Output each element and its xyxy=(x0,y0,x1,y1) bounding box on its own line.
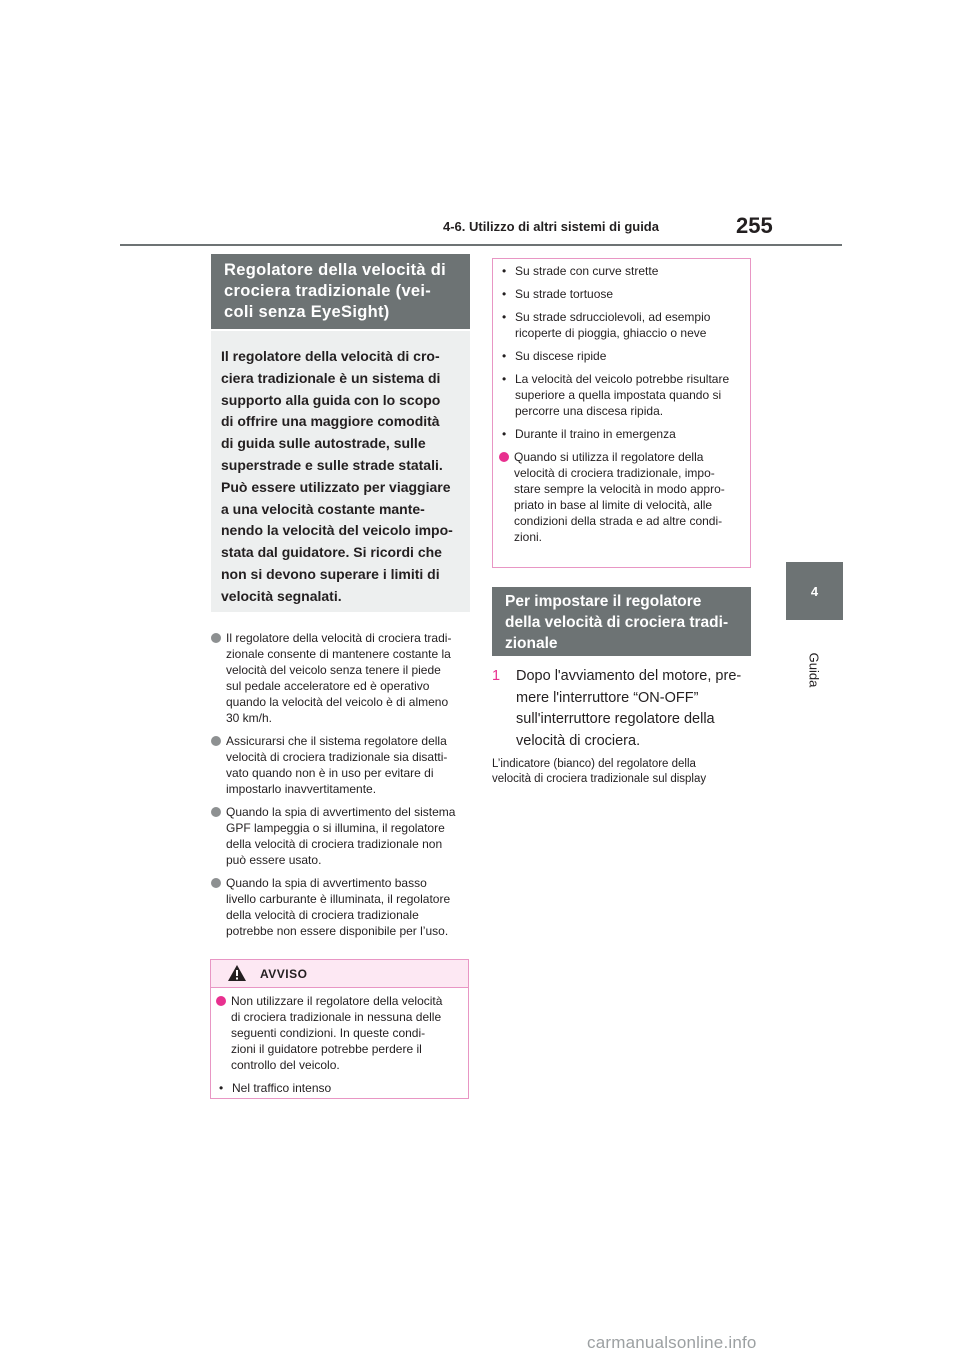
info-bullet-list xyxy=(211,630,473,946)
list-item-line: vato quando non è in uso per evitare di xyxy=(226,766,434,780)
intro-line: ciera tradizionale è un sistema di xyxy=(221,369,441,386)
list-item-line: 30 km/h. xyxy=(226,711,273,725)
intro-line: di guida sulle autostrade, sulle xyxy=(221,435,426,452)
list-item-line: sul pedale acceleratore ed è operativo xyxy=(226,679,430,693)
list-item-line: della velocità di crociera tradizionale xyxy=(226,908,419,922)
list-item-line: Quando la spia di avvertimento basso xyxy=(226,876,427,890)
list-item xyxy=(211,875,473,939)
list-item-line: zionale consente di mantenere costante la xyxy=(226,647,451,661)
heading-line: della velocità di crociera tradi- xyxy=(505,614,729,631)
list-item-line: della velocità di crociera tradizionale non xyxy=(226,837,443,851)
heading-line: coli senza EyeSight) xyxy=(224,303,390,321)
bullet-dot-icon xyxy=(499,452,509,462)
section-heading-set-cruise xyxy=(492,587,751,656)
list-item xyxy=(499,263,750,279)
list-item-line: controllo del veicolo. xyxy=(231,1058,340,1072)
list-item-line: Assicurarsi che il sistema regolatore della xyxy=(226,734,447,748)
step-number: 1 xyxy=(492,668,501,684)
step-line: Dopo l'avviamento del motore, pre- xyxy=(516,668,742,684)
heading-line: crociera tradizionale (vei- xyxy=(224,282,432,300)
bullet-mark: • xyxy=(219,1081,224,1095)
list-item-line: Durante il traino in emergenza xyxy=(515,427,676,441)
list-item-line: Quando la spia di avvertimento del sistema xyxy=(226,805,456,819)
list-item-line: Su discese ripide xyxy=(515,349,607,363)
list-item-line: priato in base al limite di velocità, alle xyxy=(514,498,713,512)
intro-line: Può essere utilizzato per viaggiare xyxy=(221,478,451,495)
list-item-line: percorre una discesa ripida. xyxy=(515,404,664,418)
list-item-line: velocità di crociera tradizionale sia disatti- xyxy=(226,750,448,764)
list-item-line: stare sempre la velocità in modo appro- xyxy=(514,482,725,496)
list-item-line: velocità del veicolo senza tenere il piede xyxy=(226,663,441,677)
list-item-line: velocità di crociera tradizionale, impo- xyxy=(514,466,715,480)
intro-line: nendo la velocità del veicolo impo- xyxy=(221,522,453,539)
list-item-line: GPF lampeggia o si illumina, il regolatore xyxy=(226,821,445,835)
list-item-line: seguenti condizioni. In queste condi- xyxy=(231,1026,426,1040)
bullet-dot-icon xyxy=(211,807,221,817)
intro-line: supporto alla guida con lo scopo xyxy=(221,391,441,408)
intro-line: di offrire una maggiore comodità xyxy=(221,413,440,430)
list-item-line: La velocità del veicolo potrebbe risultare xyxy=(515,372,730,386)
chapter-label-text: Guida xyxy=(806,652,822,688)
section-heading-cruise-control xyxy=(211,254,470,329)
bullet-dot-icon xyxy=(211,633,221,643)
chapter-label xyxy=(780,650,848,690)
warning-continuation-box xyxy=(492,258,751,568)
list-item xyxy=(499,371,750,419)
intro-line: velocità segnalati. xyxy=(221,587,342,604)
intro-box xyxy=(211,331,470,612)
step-caption xyxy=(492,757,752,787)
list-item-line: Quando si utilizza il regolatore della xyxy=(514,450,704,464)
warning-title: AVVISO xyxy=(260,967,308,981)
intro-line: stata dal guidatore. Si ricordi che xyxy=(221,544,442,561)
site-watermark: carmanualsonline.info xyxy=(587,1333,757,1352)
page-number: 255 xyxy=(736,213,773,238)
heading-line: Regolatore della velocità di xyxy=(224,261,447,279)
list-item xyxy=(211,804,473,868)
step-line: mere l'interruttore “ON-OFF” xyxy=(516,689,699,706)
list-item-line: Su strade con curve strette xyxy=(515,264,659,278)
list-item-line: zioni il guidatore potrebbe perdere il xyxy=(231,1042,422,1056)
intro-line: a una velocità costante mante- xyxy=(221,500,425,517)
warning-header xyxy=(211,960,468,988)
list-item xyxy=(499,426,750,442)
warning-box xyxy=(210,959,469,1099)
heading-line: Per impostare il regolatore xyxy=(505,593,702,610)
list-item-line: potrebbe non essere disponibile per l’uso. xyxy=(226,924,449,938)
intro-line: superstrade e sulle strade statali. xyxy=(221,456,443,473)
list-item-line: Su strade sdrucciolevoli, ad esempio xyxy=(515,310,711,324)
list-item-line: impostarlo inavvertitamente. xyxy=(226,782,377,796)
list-item xyxy=(499,286,750,302)
list-item-line: zioni. xyxy=(514,530,543,544)
bullet-dot-icon xyxy=(216,996,226,1006)
bullet-mark: • xyxy=(502,310,507,324)
heading-line: zionale xyxy=(505,635,558,652)
warning-triangle-icon xyxy=(227,964,247,982)
caption-line: velocità di crociera tradizionale sul display xyxy=(492,773,707,785)
list-item xyxy=(499,348,750,364)
bullet-mark: • xyxy=(502,349,507,363)
list-item xyxy=(211,733,473,797)
list-item-line: quando la velocità del veicolo è di almeno xyxy=(226,695,449,709)
list-item-line: Il regolatore della velocità di crociera tradi- xyxy=(226,631,452,645)
list-item-line: Su strade tortuose xyxy=(515,287,614,301)
intro-line: non si devono superare i limiti di xyxy=(221,565,440,582)
step-text xyxy=(516,666,741,752)
step-line: velocità di crociera. xyxy=(516,732,641,749)
list-item-line: può essere usato. xyxy=(226,853,322,867)
bullet-mark: • xyxy=(502,264,507,278)
section-title: 4-6. Utilizzo di altri sistemi di guida xyxy=(443,219,659,234)
list-item xyxy=(216,1080,468,1096)
list-item xyxy=(499,309,750,341)
intro-line: Il regolatore della velocità di cro- xyxy=(221,348,440,364)
list-item-line: di crociera tradizionale in nessuna delle xyxy=(231,1010,442,1024)
list-item-line: ricoperte di pioggia, ghiaccio o neve xyxy=(515,326,707,340)
bullet-mark: • xyxy=(502,287,507,301)
caption-line: L’indicatore (bianco) del regolatore della xyxy=(492,758,696,770)
list-item-line: Nel traffico intenso xyxy=(232,1081,332,1095)
step-line: sull'interruttore regolatore della xyxy=(516,711,715,727)
header-rule xyxy=(120,244,842,246)
chapter-tab: 4 xyxy=(786,562,843,620)
list-item-line: Non utilizzare il regolatore della velocità xyxy=(231,994,443,1008)
bullet-dot-icon xyxy=(211,878,221,888)
list-item-line: condizioni della strada e ad altre condi- xyxy=(514,514,723,528)
bullet-dot-icon xyxy=(211,736,221,746)
list-item xyxy=(499,449,750,545)
list-item-line: superiore a quella impostata quando si xyxy=(515,388,722,402)
bullet-mark: • xyxy=(502,427,507,441)
warning-body xyxy=(216,993,468,1103)
list-item xyxy=(211,630,473,726)
bullet-mark: • xyxy=(502,372,507,386)
list-item xyxy=(216,993,468,1073)
list-item-line: livello carburante è illuminata, il regolatore xyxy=(226,892,451,906)
